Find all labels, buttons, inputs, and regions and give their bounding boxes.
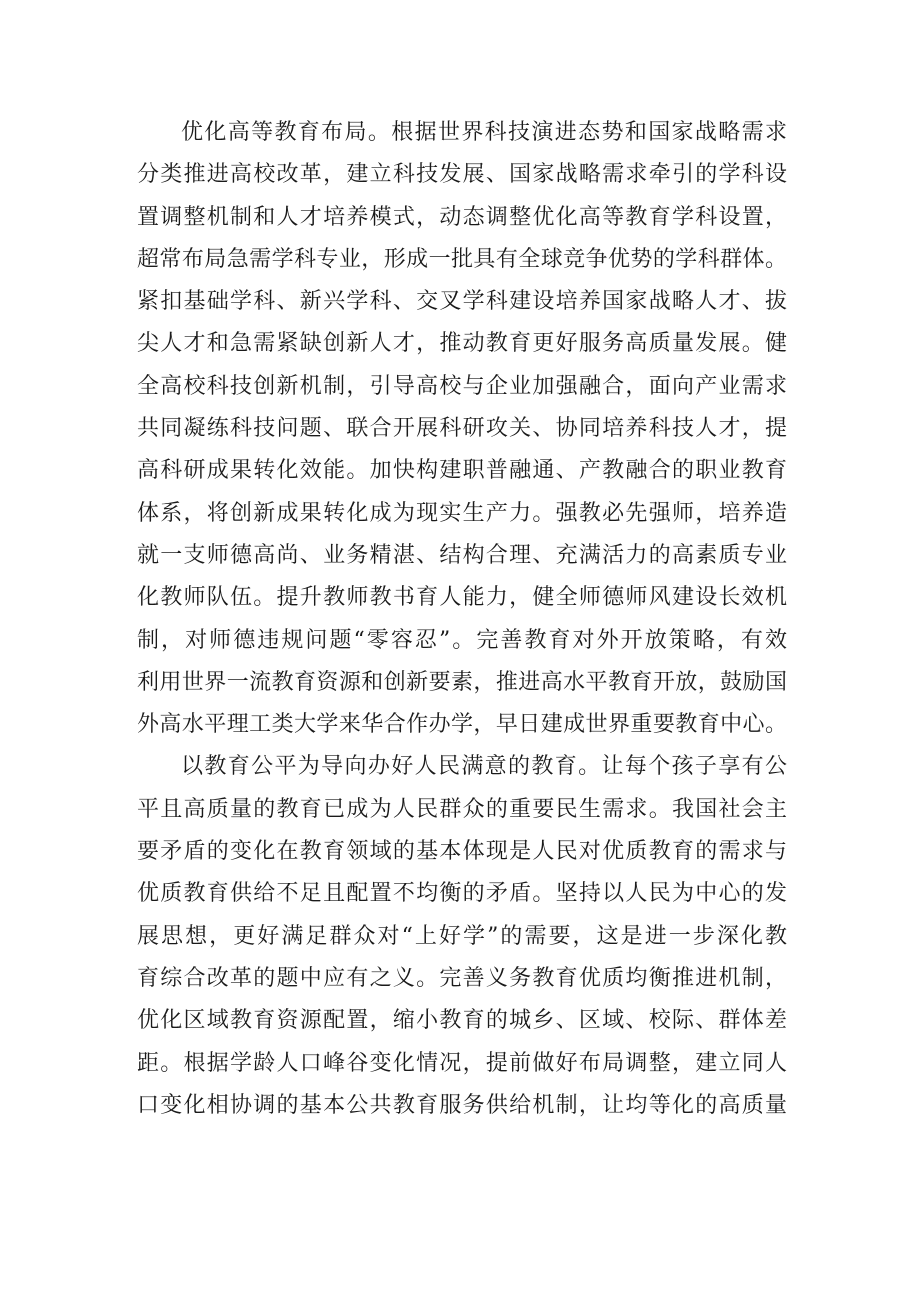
- text-line: 制，对师德违规问题“零容忍”。完善教育对外开放策略，有效: [137, 627, 787, 653]
- document-body: [137, 112, 787, 1127]
- text-line: 优质教育供给不足且配置不均衡的矛盾。坚持以人民为中心的发: [137, 881, 787, 907]
- paragraph-higher-education-layout: [137, 112, 787, 746]
- text-line: 尖人才和急需紧缺创新人才，推动教育更好服务高质量发展。健: [137, 331, 787, 357]
- text-line: 要矛盾的变化在教育领域的基本体现是人民对优质教育的需求与: [137, 839, 787, 865]
- text-line: 平且高质量的教育已成为人民群众的重要民生需求。我国社会主: [137, 796, 787, 822]
- text-line: 置调整机制和人才培养模式，动态调整优化高等教育学科设置，: [137, 204, 787, 230]
- text-line: 全高校科技创新机制，引导高校与企业加强融合，面向产业需求: [137, 373, 787, 399]
- paragraph-education-equity: [137, 746, 787, 1127]
- text-line: 超常布局急需学科专业，形成一批具有全球竞争优势的学科群体。: [137, 246, 787, 272]
- text-line: 展思想，更好满足群众对“上好学”的需要，这是进一步深化教: [137, 923, 787, 949]
- text-line: 高科研成果转化效能。加快构建职普融通、产教融合的职业教育: [137, 458, 787, 484]
- text-line: 外高水平理工类大学来华合作办学，早日建成世界重要教育中心。: [137, 712, 787, 738]
- text-line: 体系，将创新成果转化成为现实生产力。强教必先强师，培养造: [137, 500, 787, 526]
- text-line: 分类推进高校改革，建立科技发展、国家战略需求牵引的学科设: [137, 162, 787, 188]
- text-line: 以教育公平为导向办好人民满意的教育。让每个孩子享有公: [181, 754, 787, 780]
- text-line: 口变化相协调的基本公共教育服务供给机制，让均等化的高质量: [137, 1092, 787, 1118]
- text-line: 距。根据学龄人口峰谷变化情况，提前做好布局调整，建立同人: [137, 1050, 787, 1076]
- text-line: 育综合改革的题中应有之义。完善义务教育优质均衡推进机制，: [137, 965, 787, 991]
- text-line: 共同凝练科技问题、联合开展科研攻关、协同培养科技人才，提: [137, 416, 787, 442]
- text-line: 就一支师德高尚、业务精湛、结构合理、充满活力的高素质专业: [137, 542, 787, 568]
- text-line: 化教师队伍。提升教师教书育人能力，健全师德师风建设长效机: [137, 585, 787, 611]
- text-line: 利用世界一流教育资源和创新要素，推进高水平教育开放，鼓励国: [137, 669, 787, 695]
- text-line: 优化高等教育布局。根据世界科技演进态势和国家战略需求: [181, 120, 787, 145]
- text-line: 紧扣基础学科、新兴学科、交叉学科建设培养国家战略人才、拔: [137, 289, 787, 315]
- text-line: 优化区域教育资源配置，缩小教育的城乡、区域、校际、群体差: [137, 1008, 787, 1034]
